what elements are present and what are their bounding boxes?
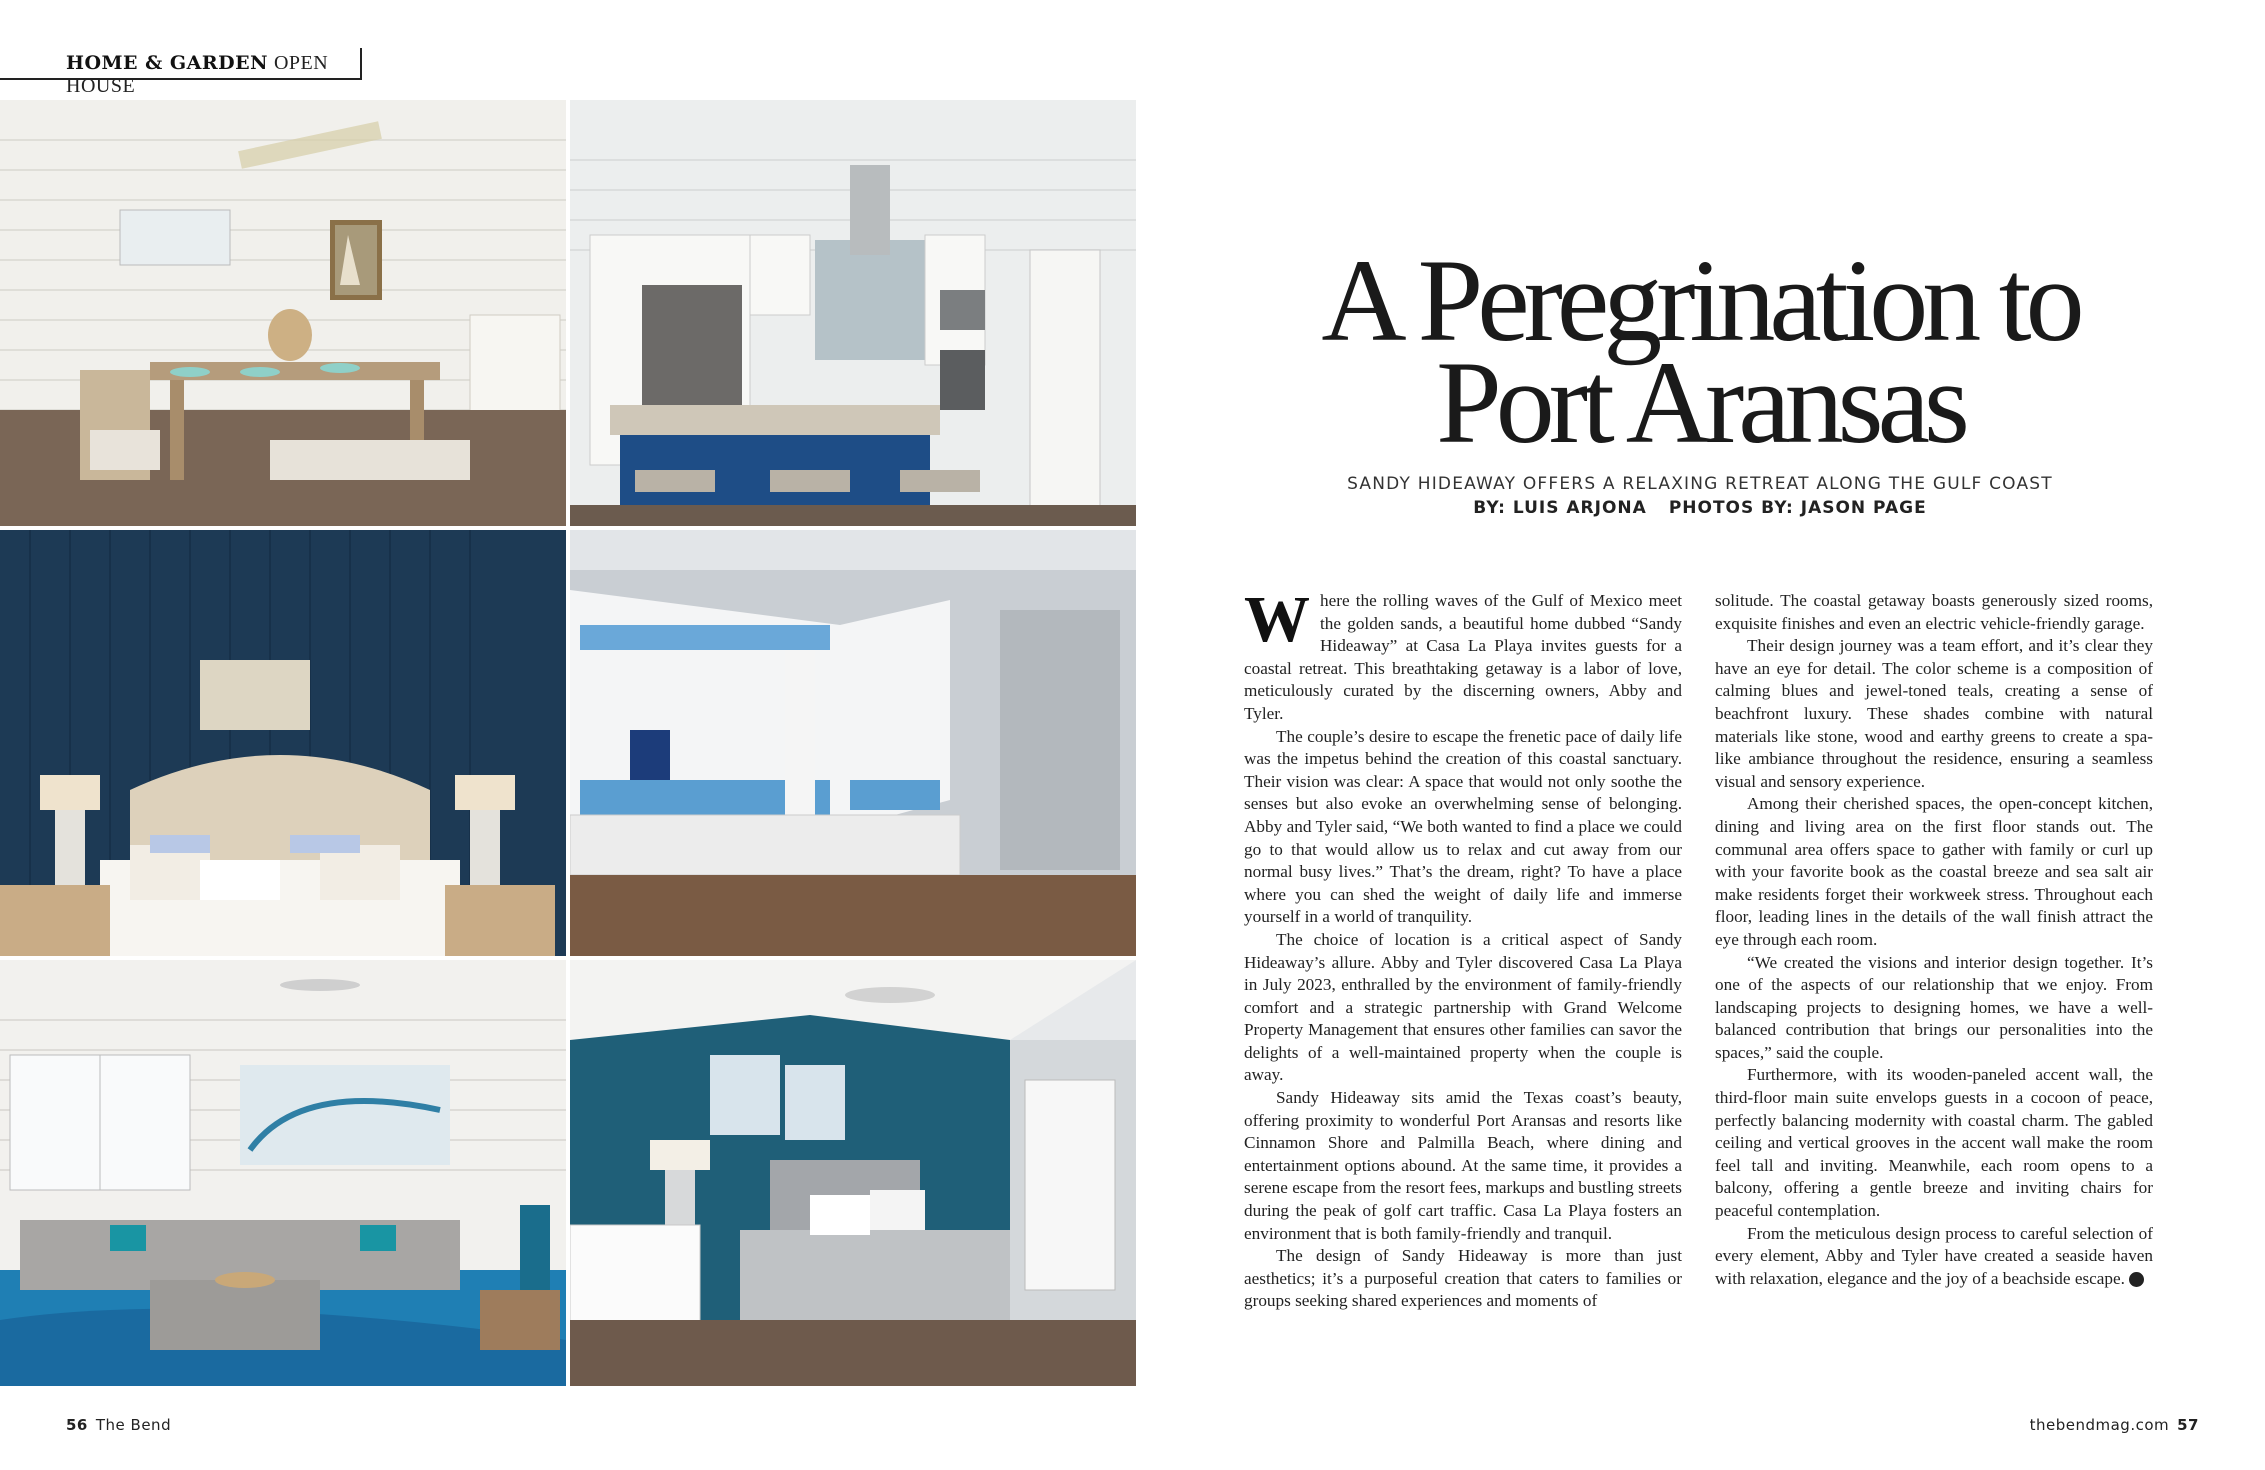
drop-cap: W xyxy=(1244,583,1310,656)
paragraph: Furthermore, with its wooden-paneled accent wall, the third-floor main suite envelops guests in a cocoon of peace, perfectly balancing modernity with coastal charm. The gabled ceiling and vertical grooves in the accent wall make the room feel tall and inviting. Meanwhile, each room opens to a balcony, offering a gentle breeze and inviting chairs for peaceful contemplation. xyxy=(1715,1065,2153,1221)
website-url: thebendmag.com xyxy=(2029,1416,2170,1434)
photo-grid xyxy=(0,100,1132,1386)
end-mark-icon: TB xyxy=(2129,1272,2144,1287)
paragraph: Where the rolling waves of the Gulf of Mexico meet the golden sands, a beautiful home dubbed “Sandy Hideaway” at Casa La Playa invites guests for a coastal retreat. This breathtaking getaway is a labor of love, meticulously curated by the discerning owners, Abby and Tyler. xyxy=(1244,583,1682,723)
paragraph: The design of Sandy Hideaway is more than just aesthetics; it’s a purposeful creation that caters to families or groups seeking shared experiences and moments of xyxy=(1244,1246,1682,1311)
article-byline xyxy=(1250,498,2150,518)
kitchen-photo xyxy=(570,100,1136,526)
paragraph: Their design journey was a team effort, and it’s clear they have an eye for detail. The color scheme is a composition of calming blues and jewel-toned teals, creating a sense of beachfront luxury. These shades combine with natural materials like stone, wood and earthy greens to create a spa-like ambiance throughout the residence, ensuring a seamless visual and sensory experience. xyxy=(1715,636,2153,791)
folio-left xyxy=(66,1416,171,1434)
dining-room-photo xyxy=(0,100,566,526)
article-subhead: SANDY HIDEAWAY OFFERS A RELAXING RETREAT ALONG THE GULF COAST xyxy=(1347,474,2053,494)
section-subcategory: OPEN HOUSE xyxy=(66,52,329,97)
publication-name: The Bend xyxy=(95,1416,172,1434)
paragraph: solitude. The coastal getaway boasts generously sized rooms, exquisite finishes and even an electric vehicle-friendly garage. xyxy=(1715,591,2153,633)
paragraph: “We created the visions and interior design together. It’s one of the aspects of our relationship that we enjoy. From landscaping projects to designing homes, we have a well-balanced contribution that brings our personalities into the spaces,” said the couple. xyxy=(1715,952,2153,1062)
photo-credit: PHOTOS BY: JASON PAGE xyxy=(1668,498,1927,518)
page-number-right: 57 xyxy=(2177,1416,2199,1434)
bunk-room-photo xyxy=(570,530,1136,956)
page-number-left: 56 xyxy=(66,1416,88,1434)
guest-bedroom-photo xyxy=(570,960,1136,1386)
section-tag xyxy=(0,48,362,97)
article-headline: A Peregrination to Port Aransas xyxy=(1321,235,2079,468)
author-credit: BY: LUIS ARJONA xyxy=(1473,498,1647,518)
section-category: HOME & GARDEN OPEN HOUSE xyxy=(66,52,329,97)
paragraph: The couple’s desire to escape the frenetic pace of daily life was the impetus behind the creation of this coastal sanctuary. Their vision was clear: A space that would not only soothe the senses but also evoke an overwhelming sense of belonging. Abby and Tyler said, “We both wanted to find a place we could go to that would allow us to relax and cut away from our normal busy lives.” That’s the dream, right? To have a place where you can shed the weight of daily life and immerse yourself in a world of tranquility. xyxy=(1244,726,1682,927)
paragraph: Sandy Hideaway sits amid the Texas coast’s beauty, offering proximity to wonderful Port Aransas and resorts like Cinnamon Shore and Palmilla Beach, where dining and entertainment options abound. At the same time, it provides a serene escape from the resort fees, markups and bustling streets during the peak of golf cart traffic. Casa La Playa fosters an environment that is both family-friendly and tranquil. xyxy=(1244,1088,1682,1243)
paragraph: The choice of location is a critical aspect of Sandy Hideaway’s allure. Abby and Tyler discovered Casa La Playa in July 2023, enthralled by the environment of family-friendly comfort and a strategic partnership with Grand Welcome Property Management that ensures other families can savor the delights of a well-maintained property when the couple is away. xyxy=(1244,929,1682,1085)
living-room-photo xyxy=(0,960,566,1386)
article-column-2 xyxy=(1715,590,2172,1290)
paragraph: From the meticulous design process to careful selection of every element, Abby and Tyler have created a seaside haven with relaxation, elegance and the joy of a beachside escape. TB xyxy=(1715,1223,2172,1288)
master-bedroom-photo xyxy=(0,530,566,956)
paragraph: Among their cherished spaces, the open-concept kitchen, dining and living area on the first floor stands out. The communal area offers space to gather with family or curl up with your favorite book as the coastal breeze and sea salt air make residents forget their workweek stress. Throughout each floor, leading lines in the details of the wall finish attract the eye through each room. xyxy=(1715,794,2153,949)
article-column-1 xyxy=(1244,583,1682,1313)
folio-right xyxy=(2030,1416,2199,1434)
